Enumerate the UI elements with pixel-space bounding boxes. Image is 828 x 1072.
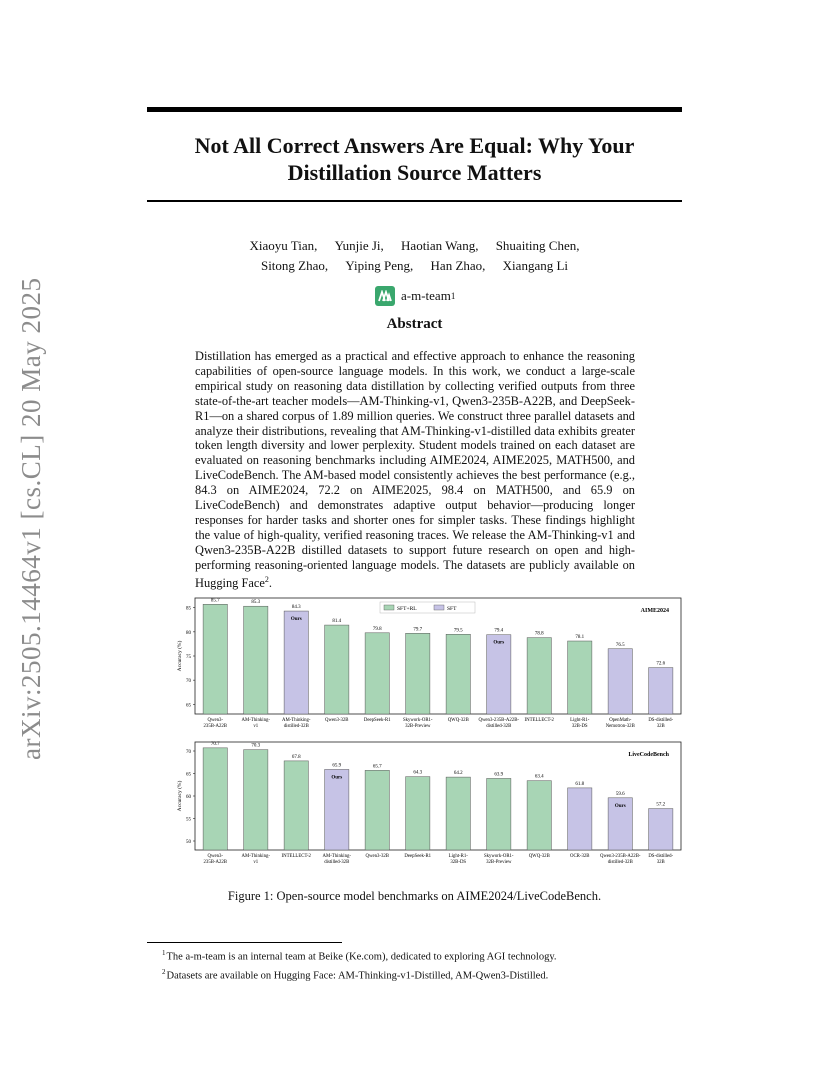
author-list bbox=[147, 236, 682, 276]
team-logo-icon bbox=[375, 286, 395, 306]
footnote-mark: 1 bbox=[450, 291, 456, 301]
y-axis-label: Accuracy (%) bbox=[177, 640, 183, 672]
x-tick-label: DS-distilled- bbox=[648, 718, 674, 723]
bar bbox=[365, 770, 389, 850]
footnote-mark: 2 bbox=[264, 574, 269, 584]
bar-value-label: 85.3 bbox=[251, 600, 261, 606]
y-tick-label: 75 bbox=[186, 655, 191, 660]
x-tick-label: Nemotron-32B bbox=[605, 724, 635, 729]
team-affiliation bbox=[375, 286, 455, 306]
bar-value-label: 63.4 bbox=[534, 774, 544, 780]
footnote-1: $^1$The a-m-team is an internal team at Beike (Ke.com), dedicated to exploring AGI technology. bbox=[162, 949, 557, 963]
arxiv-identifier-stamp: arXiv:2505.14464v1 [cs.CL] 20 May 2025 bbox=[16, 277, 46, 760]
bar bbox=[446, 634, 470, 714]
bar bbox=[284, 761, 308, 850]
y-tick-label: 70 bbox=[186, 750, 191, 755]
bar-value-label: 79.4 bbox=[494, 628, 504, 634]
bar bbox=[284, 611, 308, 714]
x-tick-label: 32B-DS bbox=[571, 724, 588, 729]
y-tick-label: 70 bbox=[186, 679, 191, 685]
bar-value-label: 64.3 bbox=[413, 770, 423, 776]
author: Shuaiting Chen, bbox=[495, 238, 580, 253]
author: Xiaoyu Tian, bbox=[249, 238, 318, 253]
bar-value-label: 85.7 bbox=[210, 598, 220, 604]
author: Sitong Zhao, bbox=[260, 258, 329, 273]
title-bottom-rule bbox=[147, 200, 682, 202]
bar-value-label: 61.8 bbox=[575, 781, 585, 787]
title-top-rule bbox=[147, 107, 682, 112]
bar bbox=[568, 641, 592, 714]
bar bbox=[649, 809, 673, 850]
x-tick-label: v1 bbox=[253, 860, 259, 865]
bar bbox=[203, 604, 227, 714]
x-tick-label: distilled-32B bbox=[283, 724, 309, 729]
bar bbox=[527, 781, 551, 850]
title-line-1: Not All Correct Answers Are Equal: Why Your bbox=[194, 133, 635, 158]
x-tick-label: AM-Thinking- bbox=[241, 718, 271, 723]
x-tick-label: QWQ-32B bbox=[528, 854, 550, 859]
bar bbox=[649, 668, 673, 714]
bar-value-label: 79.8 bbox=[372, 626, 382, 632]
legend-label-sft-rl: SFT+RL bbox=[397, 606, 417, 612]
author: Haotian Wang, bbox=[401, 238, 479, 253]
bar bbox=[203, 748, 227, 850]
x-tick-label: distilled-32B bbox=[607, 860, 633, 865]
x-tick-label: Light-R1- bbox=[570, 718, 590, 723]
bar bbox=[244, 750, 268, 850]
x-tick-label: DS-distilled- bbox=[648, 854, 674, 859]
legend-swatch-sft-rl bbox=[384, 605, 394, 610]
x-tick-label: 32B-DS bbox=[450, 860, 467, 865]
bar-value-label: 78.8 bbox=[534, 631, 544, 637]
x-tick-label: Qwen3-32B bbox=[325, 718, 349, 723]
footnote-rule bbox=[147, 942, 342, 943]
chart-title: LiveCodeBench bbox=[628, 752, 669, 758]
bar-value-label: 64.2 bbox=[453, 771, 463, 777]
y-tick-label: 65 bbox=[186, 772, 191, 778]
x-tick-label: AM-Thinking- bbox=[241, 854, 271, 859]
y-tick-label: 85 bbox=[186, 606, 191, 612]
author: Han Zhao, bbox=[430, 258, 486, 273]
bar bbox=[487, 635, 511, 714]
x-tick-label: QWQ-32B bbox=[447, 718, 469, 723]
abstract-body: Distillation has emerged as a practical and effective approach to enhance the reasoning capabilities of open-source language models. In this work, we conduct a large-scale empirical study on reasoning data distillation by collecting verified outputs from three state-of-the-art teacher models—AM-Thinking-v1, Qwen3-235B-A22B, and DeepSeek-R1—on a shared corpus of 1.89 million queries. We construct three parallel datasets and analyze their distributions, revealing that AM-Thinking-v1-distilled data exhibits greater token length diversity and lower perplexity. Student models trained on each dataset are evaluated on reasoning benchmarks including AIME2024, AIME2025, MATH500, and LiveCodeBench. The AM-based model consistently achieves the best performance (e.g., 84.3 on AIME2024, 72.2 on AIME2025, 98.4 on MATH500, and 65.9 on LiveCodeBench) and demonstrates adaptive output behavior—producing longer responses for harder tasks and shorter ones for simpler tasks. These findings highlight the value of high-quality, verified reasoning traces. We release the AM-Thinking-v1 and Qwen3-235B-A22B distilled datasets to support future research on open and high-performing reasoning-oriented language models. The datasets are publicly available on Hugging Face bbox=[195, 349, 635, 590]
x-tick-label: INTELLECT-2 bbox=[281, 854, 311, 859]
x-tick-label: AM-Thinking- bbox=[281, 718, 311, 723]
benchmark-figure bbox=[175, 596, 683, 886]
title-line-2: Distillation Source Matters bbox=[287, 160, 542, 185]
ours-label: Ours bbox=[493, 640, 505, 646]
bar-value-label: 63.9 bbox=[494, 772, 504, 778]
x-tick-label: AM-Thinking- bbox=[322, 854, 352, 859]
bar bbox=[365, 633, 389, 714]
bar-value-label: 70.3 bbox=[251, 743, 261, 749]
y-tick-label: 60 bbox=[186, 795, 191, 800]
bar-value-label: 70.7 bbox=[210, 741, 220, 747]
bar bbox=[446, 777, 470, 850]
bar-value-label: 76.5 bbox=[615, 642, 625, 648]
x-tick-label: Light-R1- bbox=[448, 854, 468, 859]
bar bbox=[325, 625, 349, 714]
author: Yiping Peng, bbox=[345, 258, 414, 273]
legend-label-sft: SFT bbox=[447, 606, 457, 612]
x-tick-label: Skywork-OR1- bbox=[402, 718, 433, 723]
y-axis-label: Accuracy (%) bbox=[177, 780, 183, 812]
figure-caption: Figure 1: Open-source model benchmarks on AIME2024/LiveCodeBench. bbox=[227, 889, 602, 903]
bar-value-label: 72.6 bbox=[656, 661, 666, 667]
bar bbox=[527, 638, 551, 714]
x-tick-label: Qwen3- bbox=[207, 854, 223, 859]
y-tick-label: 65 bbox=[186, 703, 191, 709]
author-row-1 bbox=[147, 236, 682, 256]
footnotes bbox=[162, 946, 682, 983]
bar-value-label: 67.8 bbox=[291, 754, 301, 760]
x-tick-label: Qwen3-32B bbox=[365, 854, 389, 859]
ours-label: Ours bbox=[331, 775, 343, 781]
bar-value-label: 59.6 bbox=[615, 791, 625, 797]
x-tick-label: INTELLECT-2 bbox=[524, 718, 554, 723]
author-row-2 bbox=[147, 256, 682, 276]
bar bbox=[325, 769, 349, 850]
x-tick-label: distilled-32B bbox=[324, 860, 350, 865]
bar-value-label: 84.3 bbox=[291, 605, 301, 611]
bar-value-label: 65.7 bbox=[372, 764, 382, 770]
x-tick-label: 32B bbox=[656, 724, 665, 729]
y-tick-label: 55 bbox=[186, 817, 191, 823]
bar-value-label: 79.5 bbox=[453, 628, 463, 634]
bar bbox=[406, 633, 430, 714]
abstract-text: Distillation has emerged as a practical and effective approach to enhance the reasoning capabilities of open-source language models. In this work, we conduct a large-scale empirical study on reasoning data distillation by collecting verified outputs from three state-of-the-art teacher models—AM-Thinking-v1, Qwen3-235B-A22B, and DeepSeek-R1—on a shared corpus of 1.89 million queries. We construct three parallel datasets and analyze their distributions, revealing that AM-Thinking-v1-distilled data exhibits greater token length diversity and lower perplexity. Student models trained on each dataset are evaluated on reasoning benchmarks including AIME2024, AIME2025, MATH500, and LiveCodeBench. The AM-based model consistently achieves the best performance (e.g., 84.3 on AIME2024, 72.2 on AIME2025, 98.4 on MATH500, and 65.9 on LiveCodeBench) and demonstrates adaptive output behavior—producing longer responses for harder tasks and shorter ones for simpler tasks. These findings highlight the value of high-quality, verified reasoning traces. We release the AM-Thinking-v1 and Qwen3-235B-A22B distilled datasets to support future research on open and high-performing reasoning-oriented language models. The datasets are publicly available on Hugging Face$^2$. bbox=[195, 349, 635, 590]
ours-label: Ours bbox=[290, 617, 302, 623]
chart-title: AIME2024 bbox=[640, 608, 669, 614]
bar bbox=[244, 606, 268, 714]
x-tick-label: OCR-32B bbox=[570, 854, 590, 859]
x-tick-label: DeepSeek-R1 bbox=[363, 718, 391, 723]
x-tick-label: 32B-Preview bbox=[405, 724, 431, 729]
team-name: a-m-team bbox=[401, 288, 451, 303]
bar-value-label: 65.9 bbox=[332, 763, 342, 769]
abstract-heading: Abstract bbox=[386, 316, 443, 332]
author: Yunjie Ji, bbox=[334, 238, 384, 253]
bar bbox=[568, 788, 592, 850]
bar-value-label: 81.4 bbox=[332, 619, 342, 625]
ours-label: Ours bbox=[614, 803, 626, 809]
x-tick-label: v1 bbox=[253, 724, 259, 729]
y-tick-label: 80 bbox=[186, 630, 191, 636]
x-tick-label: 32B-Preview bbox=[486, 860, 512, 865]
legend-swatch-sft bbox=[434, 605, 444, 610]
y-tick-label: 50 bbox=[186, 840, 191, 845]
x-tick-label: Skywork-OR1- bbox=[483, 854, 514, 859]
x-tick-label: Qwen3-235B-A22B- bbox=[478, 718, 520, 723]
bar bbox=[406, 777, 430, 850]
x-tick-label: distilled-32B bbox=[486, 724, 512, 729]
x-tick-label: 235B-A22B bbox=[203, 860, 227, 865]
x-tick-label: 32B bbox=[656, 860, 665, 865]
bar-value-label: 57.2 bbox=[656, 802, 666, 808]
author: Xiangang Li bbox=[502, 258, 569, 273]
x-tick-label: Qwen3-235B-A22B- bbox=[599, 854, 641, 859]
x-tick-label: Qwen3- bbox=[207, 718, 223, 723]
x-tick-label: OpenMath- bbox=[609, 718, 632, 723]
footnote-2: $^2$Datasets are available on Hugging Face: AM-Thinking-v1-Distilled, AM-Qwen3-Distilled. bbox=[162, 967, 549, 981]
paper-title bbox=[147, 132, 682, 186]
x-tick-label: 235B-A22B bbox=[203, 724, 227, 729]
bar-value-label: 79.7 bbox=[413, 627, 423, 633]
bar-value-label: 78.1 bbox=[575, 635, 585, 641]
bar bbox=[487, 778, 511, 850]
bar bbox=[608, 649, 632, 714]
x-tick-label: DeepSeek-R1 bbox=[404, 854, 432, 859]
legend-box bbox=[380, 602, 475, 613]
